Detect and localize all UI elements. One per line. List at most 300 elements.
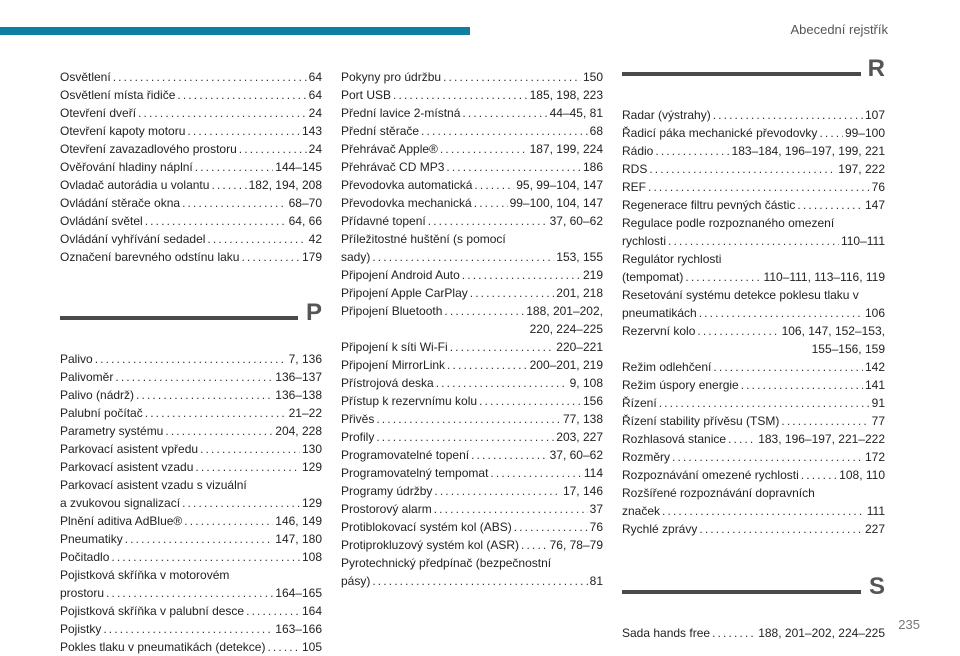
index-entry-term: Parametry systému	[60, 424, 164, 438]
index-entry-pages: 179	[301, 250, 322, 264]
index-entry-pages: 21–22	[288, 406, 322, 420]
dot-leader	[444, 302, 524, 320]
index-entry-term: Prostorový alarm	[341, 502, 432, 516]
index-entry	[341, 302, 603, 338]
index-entry-term: Rezervní kolo	[622, 324, 696, 338]
index-entry-term: Připojení Apple CarPlay	[341, 286, 468, 300]
index-entry	[341, 122, 603, 140]
index-entry-term: Radar (výstrahy)	[622, 108, 711, 122]
index-entry-term: Rozpoznávání omezené rychlosti	[622, 468, 799, 482]
index-entry-term: Připojení k síti Wi-Fi	[341, 340, 448, 354]
index-entry-term: rychlosti	[622, 234, 667, 248]
section-header-p	[60, 299, 322, 342]
dot-leader	[267, 638, 300, 656]
page-header-title: Abecední rejstřík	[790, 22, 888, 37]
index-entry-term: Režim odlehčení	[622, 360, 712, 374]
index-entry-term: Přístup k rezervnímu kolu	[341, 394, 478, 408]
index-entry-pages: 203, 227	[556, 430, 603, 444]
index-entry-pages: 9, 108	[569, 376, 603, 390]
dot-leader	[187, 122, 300, 140]
dot-leader	[443, 68, 581, 86]
index-entry-term: Osvětlení místa řidiče	[60, 88, 176, 102]
dot-leader	[672, 448, 863, 466]
index-entry-pages: 37, 60–62	[549, 214, 603, 228]
index-entry	[622, 430, 885, 448]
dot-leader	[649, 160, 836, 178]
index-entry	[622, 178, 885, 196]
index-entry-pages: 76, 78–79	[549, 538, 603, 552]
index-entry-pages: 153, 155	[556, 250, 603, 264]
index-entry-term: Řadicí páka mechanické převodovky	[622, 126, 818, 140]
index-entry-pages: 182, 194, 208	[248, 178, 322, 192]
dot-leader	[474, 194, 508, 212]
index-entry-pages: 136–137	[275, 370, 322, 384]
index-entry-pages: 136–138	[275, 388, 322, 402]
index-entry-pages: 91	[871, 396, 885, 410]
index-entry	[622, 394, 885, 412]
dot-leader	[741, 376, 863, 394]
index-entry-term: prostoru	[60, 586, 105, 600]
index-entry	[622, 142, 885, 160]
section-letter: P	[305, 299, 322, 326]
dot-leader	[376, 410, 561, 428]
dot-leader	[241, 248, 300, 266]
section-letter: R	[867, 55, 885, 82]
index-entry	[622, 322, 885, 358]
index-entry-term: Sada hands free	[622, 626, 711, 640]
index-entry-term: Ovladač autorádia u volantu	[60, 178, 210, 192]
index-entry-term: Palivo	[60, 352, 93, 366]
index-entry-pages: 164–165	[275, 586, 322, 600]
index-entry-pages: 106	[864, 306, 885, 320]
index-entry-pages: 150	[582, 70, 603, 84]
index-entry	[622, 106, 885, 124]
dot-leader	[103, 620, 273, 638]
index-entry-pages: 130	[301, 442, 322, 456]
index-entry-term: Řízení	[622, 396, 657, 410]
index-entry-term: pásy)	[341, 574, 371, 588]
dot-leader	[115, 368, 273, 386]
index-entry	[622, 484, 885, 520]
index-entry	[341, 446, 603, 464]
index-entry	[60, 530, 322, 548]
dot-leader	[246, 602, 300, 620]
index-entry-pages: 142	[864, 360, 885, 374]
dot-leader	[95, 350, 287, 368]
index-column-3	[622, 55, 885, 642]
index-entry-term: a zvukovou signalizací	[60, 496, 181, 510]
index-entry	[341, 176, 603, 194]
index-entry-pages: 200–201, 219	[529, 358, 603, 372]
index-entry-pages: 108, 110	[839, 468, 885, 482]
index-entry-term: sady)	[341, 250, 371, 264]
index-entry-pages: 110–111	[840, 234, 885, 248]
dot-leader	[668, 232, 839, 250]
section-divider	[622, 590, 861, 594]
dot-leader	[699, 304, 863, 322]
index-entry-term: Programovatelné topení	[341, 448, 470, 462]
index-entry-pages: 68–70	[288, 196, 322, 210]
index-entry	[622, 624, 885, 642]
dot-leader	[728, 430, 756, 448]
index-entry-title-line: Rozšířené rozpoznávání dopravních	[622, 486, 815, 500]
dot-leader	[200, 440, 300, 458]
index-entry	[622, 448, 885, 466]
index-entry-pages: 44–45, 81	[549, 106, 603, 120]
dot-leader	[182, 194, 287, 212]
index-entry-term: značek	[622, 504, 661, 518]
dot-leader	[177, 86, 306, 104]
dot-leader	[490, 464, 581, 482]
index-entry-pages: 64, 66	[288, 214, 322, 228]
index-entry-pages: 147	[864, 198, 885, 212]
entries-group-s	[622, 624, 885, 642]
index-entry	[622, 286, 885, 322]
index-entry	[622, 124, 885, 142]
index-entry-pages: 187, 199, 224	[529, 142, 603, 156]
index-entry-title-line: Pyrotechnický předpínač (bezpečnostní	[341, 556, 552, 570]
index-entry-pages: 172	[864, 450, 885, 464]
dot-leader	[470, 284, 555, 302]
dot-leader	[697, 322, 779, 340]
index-entry	[341, 392, 603, 410]
dot-leader	[239, 140, 307, 158]
dot-leader	[819, 124, 843, 142]
dot-leader	[376, 428, 554, 446]
index-entry	[60, 194, 322, 212]
index-entry-term: Protiblokovací systém kol (ABS)	[341, 520, 512, 534]
index-entry-term: Převodovka mechanická	[341, 196, 472, 210]
dot-leader	[136, 386, 273, 404]
index-entry-term: Přehrávač CD MP3	[341, 160, 445, 174]
index-entry-pages: 188, 201–202, 224–225	[758, 626, 885, 640]
index-entry-term: Režim úspory energie	[622, 378, 739, 392]
index-entry-term: Plnění aditiva AdBlue®	[60, 514, 183, 528]
index-entry-term: Řízení stability přívěsu (TSM)	[622, 414, 780, 428]
index-entry-term: Regenerace filtru pevných částic	[622, 198, 796, 212]
dot-leader	[211, 176, 246, 194]
index-entry-term: Parkovací asistent vzadu	[60, 460, 194, 474]
index-entry-pages: 81	[589, 574, 603, 588]
index-entry-term: Převodovka automatická	[341, 178, 473, 192]
index-entry	[341, 266, 603, 284]
index-entry	[60, 86, 322, 104]
dot-leader	[421, 122, 588, 140]
index-entry-term: Palivoměr	[60, 370, 114, 384]
index-entry-pages-continued: 220, 224–225	[529, 322, 603, 336]
dot-leader	[372, 572, 587, 590]
index-entry-pages: 37, 60–62	[549, 448, 603, 462]
dot-leader	[447, 356, 528, 374]
dot-leader	[207, 230, 306, 248]
dot-leader	[182, 494, 300, 512]
index-entry	[60, 68, 322, 86]
index-entry	[60, 638, 322, 656]
index-entry-pages: 17, 146	[562, 484, 603, 498]
index-entry-pages: 42	[308, 232, 322, 246]
index-entry	[60, 404, 322, 422]
index-entry	[60, 230, 322, 248]
index-entry	[341, 158, 603, 176]
index-entry-term: Ovládání světel	[60, 214, 143, 228]
dot-leader	[446, 158, 581, 176]
index-entry-pages: 24	[308, 106, 322, 120]
index-entry-term: RDS	[622, 162, 648, 176]
index-entry-term: Port USB	[341, 88, 392, 102]
index-entry-pages: 111	[866, 504, 885, 518]
index-entry	[60, 104, 322, 122]
dot-leader	[521, 536, 548, 554]
dot-leader	[659, 394, 870, 412]
index-entry-pages: 164	[301, 604, 322, 618]
index-entry-term: Otevření zavazadlového prostoru	[60, 142, 237, 156]
index-entry-pages: 141	[864, 378, 885, 392]
section-divider	[60, 316, 298, 320]
index-entry-term: Palivo (nádrž)	[60, 388, 135, 402]
index-entry-title-line: Příležitostné huštění (s pomocí	[341, 232, 506, 246]
index-entry-term: Přední lavice 2-místná	[341, 106, 461, 120]
index-entry-pages: 147, 180	[275, 532, 322, 546]
dot-leader	[113, 68, 307, 86]
index-entry	[60, 122, 322, 140]
index-entry	[341, 428, 603, 446]
index-entry-term: Rychlé zprávy	[622, 522, 698, 536]
index-entry-term: Programy údržby	[341, 484, 433, 498]
index-entry-pages: 110–111, 113–116, 119	[763, 270, 885, 284]
index-entry-term: Označení barevného odstínu laku	[60, 250, 240, 264]
header-accent-bar	[0, 27, 470, 35]
index-entry-term: Ověřování hladiny náplní	[60, 160, 193, 174]
index-entry-pages: 95, 99–104, 147	[516, 178, 603, 192]
index-entry	[60, 386, 322, 404]
dot-leader	[514, 518, 588, 536]
dot-leader	[393, 86, 528, 104]
index-entry	[622, 358, 885, 376]
dot-leader	[648, 178, 870, 196]
index-entry	[341, 500, 603, 518]
index-entry-pages: 183–184, 196–197, 199, 221	[731, 144, 885, 158]
index-entry	[60, 620, 322, 638]
dot-leader	[372, 248, 554, 266]
index-entry-pages: 204, 228	[275, 424, 322, 438]
index-entry	[622, 214, 885, 250]
index-entry	[341, 374, 603, 392]
index-entry-pages: 7, 136	[288, 352, 322, 366]
index-entry	[60, 458, 322, 476]
index-entry	[341, 140, 603, 158]
index-entry	[60, 350, 322, 368]
index-entry-pages: 76	[589, 520, 603, 534]
dot-leader	[797, 196, 863, 214]
index-entry	[622, 250, 885, 286]
index-entry-pages: 163–166	[275, 622, 322, 636]
index-entry-term: Připojení Bluetooth	[341, 304, 443, 318]
index-entry-pages: 188, 201–202,	[526, 304, 603, 318]
index-entry-title-line: Resetování systému detekce poklesu tlaku v	[622, 288, 859, 302]
dot-leader	[462, 266, 581, 284]
index-entry	[341, 482, 603, 500]
dot-leader	[440, 140, 528, 158]
index-entry-title-line: Regulátor rychlosti	[622, 252, 722, 266]
index-entry	[341, 410, 603, 428]
dot-leader	[712, 624, 756, 642]
index-entry	[341, 86, 603, 104]
index-entry-term: Protiprokluzový systém kol (ASR)	[341, 538, 520, 552]
index-entry	[622, 412, 885, 430]
index-entry-term: Pokles tlaku v pneumatikách (detekce)	[60, 640, 266, 654]
index-entry-pages-continued: 155–156, 159	[811, 342, 885, 356]
section-divider	[622, 72, 861, 76]
index-entry-term: Rozhlasová stanice	[622, 432, 727, 446]
dot-leader	[479, 392, 581, 410]
entries-group-p	[60, 350, 322, 656]
index-entry	[60, 476, 322, 512]
index-entry-pages: 64	[308, 70, 322, 84]
index-entry-pages: 114	[583, 466, 603, 480]
dot-leader	[184, 512, 273, 530]
index-entry-pages: 77, 138	[562, 412, 603, 426]
index-entry-term: Počitadlo	[60, 550, 110, 564]
index-entry	[622, 196, 885, 214]
index-entry-pages: 144–145	[275, 160, 322, 174]
index-entry	[341, 230, 603, 266]
index-column-2	[341, 68, 603, 590]
dot-leader	[713, 106, 863, 124]
index-entry-term: Rozměry	[622, 450, 671, 464]
index-entry-pages: 99–100, 104, 147	[509, 196, 603, 210]
index-entry-pages: 99–100	[844, 126, 885, 140]
index-entry-term: REF	[622, 180, 646, 194]
index-entry-pages: 105	[301, 640, 322, 654]
index-entry-term: Pokyny pro údržbu	[341, 70, 442, 84]
page-number: 235	[898, 617, 920, 632]
index-entry-term: Palubní počítač	[60, 406, 143, 420]
index-entry-term: Připojení Android Auto	[341, 268, 460, 282]
dot-leader	[195, 458, 300, 476]
index-entry-term: Osvětlení	[60, 70, 111, 84]
index-entry	[341, 338, 603, 356]
index-entry-pages: 107	[864, 108, 885, 122]
index-entry-pages: 197, 222	[838, 162, 885, 176]
index-entry-title-line: Pojistková skříňka v motorovém	[60, 568, 230, 582]
index-entry-pages: 129	[301, 496, 322, 510]
index-entry	[622, 376, 885, 394]
index-entry	[341, 518, 603, 536]
index-entry-pages: 64	[308, 88, 322, 102]
index-entry-pages: 227	[864, 522, 885, 536]
entries-group-r	[622, 106, 885, 538]
entries-group-o	[60, 68, 322, 266]
index-entry	[60, 602, 322, 620]
index-entry-term: Profily	[341, 430, 375, 444]
index-entry	[341, 104, 603, 122]
index-entry-term: Pojistky	[60, 622, 102, 636]
index-entry	[341, 464, 603, 482]
index-entry-pages: 129	[301, 460, 322, 474]
dot-leader	[655, 142, 729, 160]
index-entry	[60, 158, 322, 176]
index-entry	[341, 68, 603, 86]
index-entry	[341, 284, 603, 302]
index-entry-term: Parkovací asistent vpředu	[60, 442, 199, 456]
dot-leader	[106, 584, 273, 602]
index-entry-title-line: Parkovací asistent vzadu s vizuální	[60, 478, 247, 492]
index-entry-term: Přivěs	[341, 412, 375, 426]
index-entry-term: Pojistková skříňka v palubní desce	[60, 604, 245, 618]
index-entry	[60, 368, 322, 386]
dot-leader	[145, 212, 287, 230]
dot-leader	[801, 466, 837, 484]
index-entry	[622, 160, 885, 178]
index-entry-term: Přehrávač Apple®	[341, 142, 438, 156]
index-entry	[60, 212, 322, 230]
section-letter: S	[868, 573, 885, 600]
index-entry-term: Otevření dveří	[60, 106, 137, 120]
dot-leader	[781, 412, 869, 430]
index-entry	[341, 554, 603, 590]
index-entry-pages: 37	[589, 502, 603, 516]
dot-leader	[471, 446, 548, 464]
index-entry-pages: 143	[301, 124, 322, 138]
section-header-r	[622, 55, 885, 98]
index-entry	[60, 566, 322, 602]
dot-leader	[428, 212, 548, 230]
index-entry-term: Přední stěrače	[341, 124, 420, 138]
section-header-s	[622, 573, 885, 616]
index-entry	[60, 176, 322, 194]
index-entry-term: Otevření kapoty motoru	[60, 124, 186, 138]
dot-leader	[450, 338, 555, 356]
index-entry-pages: 68	[589, 124, 603, 138]
index-entry-pages: 24	[308, 142, 322, 156]
index-entry-term: Programovatelný tempomat	[341, 466, 489, 480]
dot-leader	[699, 520, 863, 538]
dot-leader	[111, 548, 300, 566]
index-entry-term: (tempomat)	[622, 270, 684, 284]
dot-leader	[165, 422, 273, 440]
index-entry	[60, 140, 322, 158]
dot-leader	[145, 404, 287, 422]
entries-group-p-continued	[341, 68, 603, 590]
index-entry	[622, 466, 885, 484]
dot-leader	[662, 502, 865, 520]
index-entry-term: Ovládání vyhřívání sedadel	[60, 232, 206, 246]
index-entry-term: Ovládání stěrače okna	[60, 196, 181, 210]
index-entry-pages: 76	[871, 180, 885, 194]
index-entry-pages: 201, 218	[556, 286, 603, 300]
dot-leader	[125, 530, 274, 548]
index-entry-pages: 106, 147, 152–153,	[781, 324, 885, 338]
dot-leader	[474, 176, 514, 194]
index-entry	[60, 440, 322, 458]
index-entry-pages: 156	[582, 394, 603, 408]
dot-leader	[685, 268, 761, 286]
index-entry-pages: 219	[582, 268, 603, 282]
index-entry-term: Přídavné topení	[341, 214, 426, 228]
index-entry-term: Rádio	[622, 144, 654, 158]
index-entry	[60, 512, 322, 530]
dot-leader	[138, 104, 307, 122]
dot-leader	[462, 104, 547, 122]
dot-leader	[434, 500, 588, 518]
index-entry	[60, 422, 322, 440]
index-entry	[341, 356, 603, 374]
index-entry-title-line: Regulace podle rozpoznaného omezení	[622, 216, 835, 230]
index-entry-term: Připojení MirrorLink	[341, 358, 446, 372]
index-entry	[341, 536, 603, 554]
dot-leader	[434, 482, 561, 500]
index-entry	[622, 520, 885, 538]
